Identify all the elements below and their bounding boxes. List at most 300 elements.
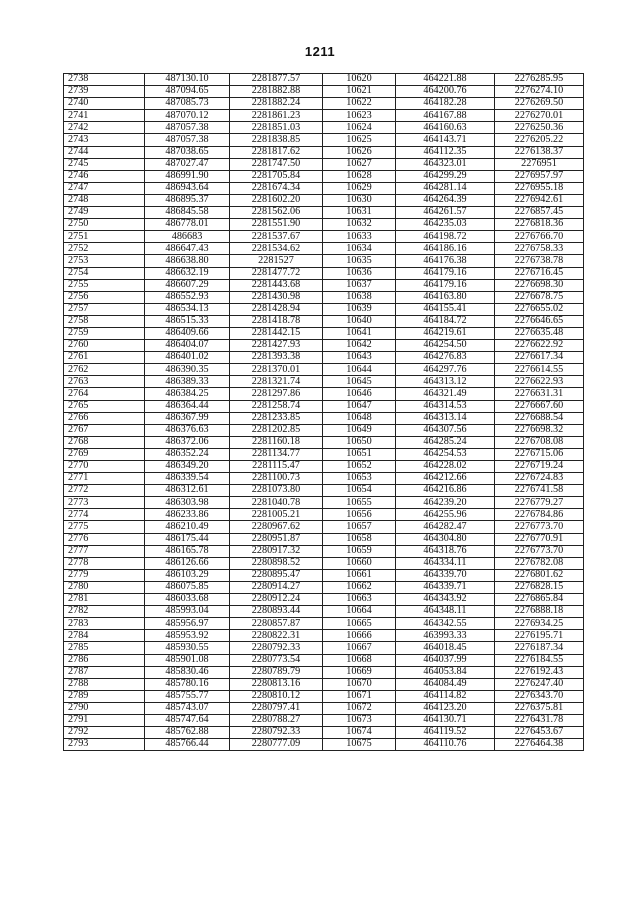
cell-easting-left: 486303.98: [145, 497, 230, 509]
cell-easting-left: 487057.38: [145, 134, 230, 146]
table-row: [64, 461, 584, 473]
cell-point-id-left: 2767: [64, 424, 145, 436]
cell-easting-right: 464297.76: [396, 364, 495, 376]
cell-easting-right: 464198.72: [396, 231, 495, 243]
cell-easting-right: 464334.11: [396, 557, 495, 569]
cell-point-id-right: 10665: [323, 618, 396, 630]
cell-easting-right: 464304.80: [396, 533, 495, 545]
table-row: [64, 194, 584, 206]
cell-easting-right: 464123.20: [396, 702, 495, 714]
cell-northing-right: 2276678.75: [495, 291, 584, 303]
cell-northing-left: 2281430.98: [230, 291, 323, 303]
cell-point-id-right: 10621: [323, 86, 396, 98]
cell-easting-left: 486349.20: [145, 461, 230, 473]
cell-easting-right: 464299.29: [396, 170, 495, 182]
table-row: [64, 291, 584, 303]
cell-northing-right: 2276773.70: [495, 545, 584, 557]
cell-easting-right: 464084.49: [396, 678, 495, 690]
cell-point-id-right: 10659: [323, 545, 396, 557]
cell-easting-left: 486233.86: [145, 509, 230, 521]
cell-northing-left: 2281418.78: [230, 315, 323, 327]
cell-northing-right: 2276715.06: [495, 448, 584, 460]
cell-easting-left: 486895.37: [145, 194, 230, 206]
table-row: [64, 557, 584, 569]
cell-northing-left: 2280822.31: [230, 630, 323, 642]
cell-easting-right: 464176.38: [396, 255, 495, 267]
cell-northing-left: 2281040.78: [230, 497, 323, 509]
cell-easting-right: 464276.83: [396, 352, 495, 364]
cell-northing-right: 2276741.58: [495, 485, 584, 497]
cell-easting-left: 486632.19: [145, 267, 230, 279]
cell-easting-left: 486607.29: [145, 279, 230, 291]
cell-point-id-left: 2763: [64, 376, 145, 388]
cell-easting-right: 464143.71: [396, 134, 495, 146]
table-row: [64, 400, 584, 412]
cell-northing-right: 2276667.60: [495, 400, 584, 412]
cell-northing-left: 2281674.34: [230, 182, 323, 194]
cell-point-id-left: 2774: [64, 509, 145, 521]
cell-northing-left: 2281134.77: [230, 448, 323, 460]
cell-easting-left: 486534.13: [145, 303, 230, 315]
cell-northing-left: 2281562.06: [230, 207, 323, 219]
table-row: [64, 376, 584, 388]
cell-easting-left: 485953.92: [145, 630, 230, 642]
cell-easting-right: 464182.28: [396, 98, 495, 110]
cell-easting-left: 486390.35: [145, 364, 230, 376]
cell-easting-left: 485993.04: [145, 606, 230, 618]
cell-northing-left: 2280773.54: [230, 654, 323, 666]
cell-easting-right: 464112.35: [396, 146, 495, 158]
cell-point-id-right: 10623: [323, 110, 396, 122]
cell-point-id-right: 10653: [323, 473, 396, 485]
cell-easting-left: 486778.01: [145, 219, 230, 231]
cell-northing-right: 2276773.70: [495, 521, 584, 533]
table-row: [64, 545, 584, 557]
cell-point-id-right: 10628: [323, 170, 396, 182]
cell-easting-right: 464221.88: [396, 74, 495, 86]
table-row: [64, 146, 584, 158]
table-row: [64, 327, 584, 339]
cell-point-id-right: 10637: [323, 279, 396, 291]
cell-point-id-left: 2738: [64, 74, 145, 86]
cell-easting-left: 487027.47: [145, 158, 230, 170]
cell-northing-left: 2280898.52: [230, 557, 323, 569]
cell-northing-right: 2276464.38: [495, 739, 584, 751]
table-row: [64, 122, 584, 134]
cell-point-id-right: 10666: [323, 630, 396, 642]
cell-northing-right: 2276375.81: [495, 702, 584, 714]
cell-point-id-left: 2747: [64, 182, 145, 194]
cell-easting-left: 486312.61: [145, 485, 230, 497]
cell-point-id-right: 10675: [323, 739, 396, 751]
table-row: [64, 666, 584, 678]
table-row: [64, 739, 584, 751]
cell-point-id-right: 10620: [323, 74, 396, 86]
cell-northing-right: 2276934.25: [495, 618, 584, 630]
table-row: [64, 630, 584, 642]
cell-northing-left: 2280951.87: [230, 533, 323, 545]
cell-easting-left: 486126.66: [145, 557, 230, 569]
table-row: [64, 618, 584, 630]
cell-northing-left: 2280788.27: [230, 714, 323, 726]
table-row: [64, 231, 584, 243]
cell-point-id-right: 10625: [323, 134, 396, 146]
cell-easting-left: 486991.90: [145, 170, 230, 182]
cell-easting-right: 464313.12: [396, 376, 495, 388]
cell-easting-left: 486372.06: [145, 436, 230, 448]
cell-point-id-left: 2780: [64, 581, 145, 593]
cell-northing-right: 2276269.50: [495, 98, 584, 110]
cell-point-id-left: 2764: [64, 388, 145, 400]
cell-northing-right: 2276192.43: [495, 666, 584, 678]
cell-easting-right: 464179.16: [396, 279, 495, 291]
cell-easting-left: 486165.78: [145, 545, 230, 557]
cell-easting-left: 486943.64: [145, 182, 230, 194]
cell-point-id-right: 10667: [323, 642, 396, 654]
cell-northing-right: 2276782.08: [495, 557, 584, 569]
cell-point-id-left: 2769: [64, 448, 145, 460]
cell-easting-right: 464130.71: [396, 714, 495, 726]
cell-easting-right: 464342.55: [396, 618, 495, 630]
cell-easting-right: 464163.80: [396, 291, 495, 303]
cell-easting-left: 486075.85: [145, 581, 230, 593]
table-row: [64, 279, 584, 291]
table-row: [64, 110, 584, 122]
cell-northing-left: 2281202.85: [230, 424, 323, 436]
cell-northing-right: 2276857.45: [495, 207, 584, 219]
cell-point-id-left: 2745: [64, 158, 145, 170]
cell-easting-right: 464037.99: [396, 654, 495, 666]
cell-easting-right: 464348.11: [396, 606, 495, 618]
cell-easting-right: 464255.96: [396, 509, 495, 521]
cell-northing-right: 2276205.22: [495, 134, 584, 146]
cell-point-id-right: 10656: [323, 509, 396, 521]
cell-point-id-left: 2759: [64, 327, 145, 339]
table-row: [64, 569, 584, 581]
cell-northing-left: 2280895.47: [230, 569, 323, 581]
cell-northing-right: 2276453.67: [495, 727, 584, 739]
cell-point-id-left: 2739: [64, 86, 145, 98]
cell-point-id-right: 10642: [323, 340, 396, 352]
cell-northing-right: 2276865.84: [495, 594, 584, 606]
table-row: [64, 255, 584, 267]
cell-point-id-right: 10635: [323, 255, 396, 267]
cell-point-id-left: 2740: [64, 98, 145, 110]
cell-point-id-left: 2749: [64, 207, 145, 219]
cell-northing-right: 2276951: [495, 158, 584, 170]
cell-northing-right: 2276184.55: [495, 654, 584, 666]
cell-northing-right: 2276784.86: [495, 509, 584, 521]
table-row: [64, 219, 584, 231]
cell-point-id-left: 2756: [64, 291, 145, 303]
table-row: [64, 267, 584, 279]
cell-point-id-left: 2761: [64, 352, 145, 364]
cell-easting-left: 486409.66: [145, 327, 230, 339]
table-row: [64, 727, 584, 739]
cell-easting-left: 485956.97: [145, 618, 230, 630]
cell-point-id-right: 10657: [323, 521, 396, 533]
cell-northing-left: 2281537.67: [230, 231, 323, 243]
cell-point-id-right: 10672: [323, 702, 396, 714]
cell-easting-right: 464179.16: [396, 267, 495, 279]
table-row: [64, 388, 584, 400]
cell-northing-right: 2276698.32: [495, 424, 584, 436]
cell-easting-right: 464212.66: [396, 473, 495, 485]
cell-northing-right: 2276285.95: [495, 74, 584, 86]
cell-northing-right: 2276431.78: [495, 714, 584, 726]
cell-northing-right: 2276138.37: [495, 146, 584, 158]
cell-northing-left: 2281527: [230, 255, 323, 267]
cell-point-id-right: 10636: [323, 267, 396, 279]
cell-point-id-right: 10650: [323, 436, 396, 448]
cell-easting-right: 464313.14: [396, 412, 495, 424]
table-row: [64, 594, 584, 606]
cell-northing-right: 2276187.34: [495, 642, 584, 654]
table-row: [64, 642, 584, 654]
cell-northing-left: 2281882.24: [230, 98, 323, 110]
cell-point-id-left: 2791: [64, 714, 145, 726]
cell-point-id-left: 2744: [64, 146, 145, 158]
cell-northing-left: 2281428.94: [230, 303, 323, 315]
cell-easting-right: 464339.70: [396, 569, 495, 581]
cell-point-id-left: 2743: [64, 134, 145, 146]
cell-easting-left: 487085.73: [145, 98, 230, 110]
cell-easting-right: 464155.41: [396, 303, 495, 315]
cell-northing-right: 2276698.30: [495, 279, 584, 291]
cell-northing-left: 2281877.57: [230, 74, 323, 86]
cell-easting-left: 486339.54: [145, 473, 230, 485]
cell-northing-right: 2276801.62: [495, 569, 584, 581]
table-row: [64, 533, 584, 545]
cell-point-id-right: 10627: [323, 158, 396, 170]
cell-northing-right: 2276828.15: [495, 581, 584, 593]
cell-point-id-left: 2785: [64, 642, 145, 654]
cell-easting-right: 464219.61: [396, 327, 495, 339]
cell-point-id-left: 2793: [64, 739, 145, 751]
cell-easting-right: 464110.76: [396, 739, 495, 751]
cell-northing-left: 2280912.24: [230, 594, 323, 606]
cell-point-id-right: 10674: [323, 727, 396, 739]
cell-point-id-left: 2784: [64, 630, 145, 642]
cell-point-id-left: 2770: [64, 461, 145, 473]
cell-point-id-left: 2742: [64, 122, 145, 134]
cell-point-id-left: 2776: [64, 533, 145, 545]
cell-northing-left: 2280914.27: [230, 581, 323, 593]
cell-point-id-right: 10673: [323, 714, 396, 726]
cell-point-id-left: 2773: [64, 497, 145, 509]
cell-point-id-left: 2748: [64, 194, 145, 206]
cell-northing-left: 2281321.74: [230, 376, 323, 388]
cell-northing-left: 2281851.03: [230, 122, 323, 134]
table-row: [64, 509, 584, 521]
cell-northing-right: 2276614.55: [495, 364, 584, 376]
cell-northing-left: 2281258.74: [230, 400, 323, 412]
cell-northing-right: 2276622.93: [495, 376, 584, 388]
cell-northing-right: 2276646.65: [495, 315, 584, 327]
table-row: [64, 340, 584, 352]
cell-northing-right: 2276247.40: [495, 678, 584, 690]
cell-easting-left: 485766.44: [145, 739, 230, 751]
cell-easting-right: 464167.88: [396, 110, 495, 122]
cell-easting-right: 464018.45: [396, 642, 495, 654]
cell-northing-left: 2281534.62: [230, 243, 323, 255]
cell-northing-right: 2276716.45: [495, 267, 584, 279]
cell-easting-right: 464261.57: [396, 207, 495, 219]
table-row: [64, 714, 584, 726]
cell-easting-right: 464281.14: [396, 182, 495, 194]
cell-easting-right: 464323.01: [396, 158, 495, 170]
cell-easting-left: 486638.80: [145, 255, 230, 267]
cell-northing-left: 2280857.87: [230, 618, 323, 630]
cell-northing-left: 2281705.84: [230, 170, 323, 182]
cell-point-id-right: 10660: [323, 557, 396, 569]
cell-point-id-right: 10630: [323, 194, 396, 206]
cell-northing-left: 2281393.38: [230, 352, 323, 364]
cell-point-id-left: 2792: [64, 727, 145, 739]
cell-northing-right: 2276688.54: [495, 412, 584, 424]
table-row: [64, 182, 584, 194]
cell-easting-left: 486647.43: [145, 243, 230, 255]
table-row: [64, 74, 584, 86]
cell-northing-left: 2281602.20: [230, 194, 323, 206]
cell-northing-left: 2280810.12: [230, 690, 323, 702]
cell-easting-left: 486210.49: [145, 521, 230, 533]
cell-point-id-left: 2765: [64, 400, 145, 412]
cell-easting-left: 485762.88: [145, 727, 230, 739]
cell-northing-right: 2276270.01: [495, 110, 584, 122]
table-row: [64, 521, 584, 533]
cell-northing-left: 2280813.16: [230, 678, 323, 690]
cell-northing-right: 2276779.27: [495, 497, 584, 509]
cell-easting-right: 464307.56: [396, 424, 495, 436]
cell-easting-left: 487038.65: [145, 146, 230, 158]
table-row: [64, 690, 584, 702]
cell-northing-right: 2276655.02: [495, 303, 584, 315]
cell-point-id-left: 2777: [64, 545, 145, 557]
cell-point-id-left: 2771: [64, 473, 145, 485]
table-row: [64, 170, 584, 182]
cell-point-id-right: 10631: [323, 207, 396, 219]
cell-easting-right: 464339.71: [396, 581, 495, 593]
table-row: [64, 424, 584, 436]
cell-northing-right: 2276758.33: [495, 243, 584, 255]
cell-northing-left: 2281233.85: [230, 412, 323, 424]
cell-northing-right: 2276957.97: [495, 170, 584, 182]
cell-point-id-left: 2760: [64, 340, 145, 352]
cell-point-id-left: 2752: [64, 243, 145, 255]
cell-point-id-right: 10671: [323, 690, 396, 702]
cell-point-id-right: 10646: [323, 388, 396, 400]
cell-northing-right: 2276724.83: [495, 473, 584, 485]
table-row: [64, 364, 584, 376]
cell-easting-right: 464285.24: [396, 436, 495, 448]
cell-easting-left: 487070.12: [145, 110, 230, 122]
cell-northing-left: 2281005.21: [230, 509, 323, 521]
cell-northing-left: 2281442.15: [230, 327, 323, 339]
cell-northing-left: 2281861.23: [230, 110, 323, 122]
cell-easting-right: 464200.76: [396, 86, 495, 98]
cell-point-id-left: 2751: [64, 231, 145, 243]
table-row: [64, 303, 584, 315]
cell-point-id-left: 2757: [64, 303, 145, 315]
cell-point-id-right: 10644: [323, 364, 396, 376]
cell-point-id-left: 2754: [64, 267, 145, 279]
table-row: [64, 412, 584, 424]
cell-northing-right: 2276888.18: [495, 606, 584, 618]
cell-point-id-left: 2789: [64, 690, 145, 702]
cell-northing-left: 2280893.44: [230, 606, 323, 618]
cell-northing-left: 2280792.33: [230, 727, 323, 739]
cell-easting-left: 486845.58: [145, 207, 230, 219]
cell-northing-right: 2276617.34: [495, 352, 584, 364]
cell-point-id-left: 2775: [64, 521, 145, 533]
cell-easting-right: 464184.72: [396, 315, 495, 327]
cell-easting-right: 464186.16: [396, 243, 495, 255]
cell-point-id-left: 2753: [64, 255, 145, 267]
cell-northing-right: 2276818.36: [495, 219, 584, 231]
cell-easting-left: 487094.65: [145, 86, 230, 98]
cell-easting-left: 487130.10: [145, 74, 230, 86]
cell-point-id-left: 2746: [64, 170, 145, 182]
cell-northing-left: 2281427.93: [230, 340, 323, 352]
table-row: [64, 678, 584, 690]
cell-easting-left: 486515.33: [145, 315, 230, 327]
cell-easting-left: 486175.44: [145, 533, 230, 545]
cell-easting-left: 486103.29: [145, 569, 230, 581]
page-number: 1211: [304, 44, 336, 59]
cell-northing-left: 2281838.85: [230, 134, 323, 146]
cell-point-id-right: 10662: [323, 581, 396, 593]
cell-northing-right: 2276708.08: [495, 436, 584, 448]
cell-northing-left: 2281100.73: [230, 473, 323, 485]
cell-point-id-right: 10670: [323, 678, 396, 690]
cell-point-id-right: 10641: [323, 327, 396, 339]
cell-northing-left: 2281370.01: [230, 364, 323, 376]
cell-easting-left: 486552.93: [145, 291, 230, 303]
cell-northing-right: 2276195.71: [495, 630, 584, 642]
table-row: [64, 98, 584, 110]
cell-point-id-left: 2778: [64, 557, 145, 569]
cell-easting-left: 485743.07: [145, 702, 230, 714]
cell-northing-right: 2276635.48: [495, 327, 584, 339]
cell-point-id-left: 2790: [64, 702, 145, 714]
cell-easting-right: 464321.49: [396, 388, 495, 400]
cell-northing-left: 2280792.33: [230, 642, 323, 654]
cell-point-id-left: 2741: [64, 110, 145, 122]
table-row: [64, 606, 584, 618]
cell-northing-left: 2280789.79: [230, 666, 323, 678]
cell-point-id-right: 10629: [323, 182, 396, 194]
cell-point-id-right: 10669: [323, 666, 396, 678]
cell-northing-left: 2281477.72: [230, 267, 323, 279]
cell-northing-right: 2276955.18: [495, 182, 584, 194]
cell-point-id-right: 10632: [323, 219, 396, 231]
cell-easting-right: 464318.76: [396, 545, 495, 557]
cell-easting-left: 485780.16: [145, 678, 230, 690]
cell-easting-right: 464235.03: [396, 219, 495, 231]
table-row: [64, 497, 584, 509]
cell-easting-left: 485755.77: [145, 690, 230, 702]
cell-northing-right: 2276770.91: [495, 533, 584, 545]
coordinates-table: [63, 73, 584, 751]
cell-easting-right: 463993.33: [396, 630, 495, 642]
cell-point-id-right: 10640: [323, 315, 396, 327]
cell-point-id-left: 2787: [64, 666, 145, 678]
cell-northing-right: 2276942.61: [495, 194, 584, 206]
cell-easting-right: 464228.02: [396, 461, 495, 473]
cell-easting-left: 486376.63: [145, 424, 230, 436]
cell-easting-left: 486404.07: [145, 340, 230, 352]
